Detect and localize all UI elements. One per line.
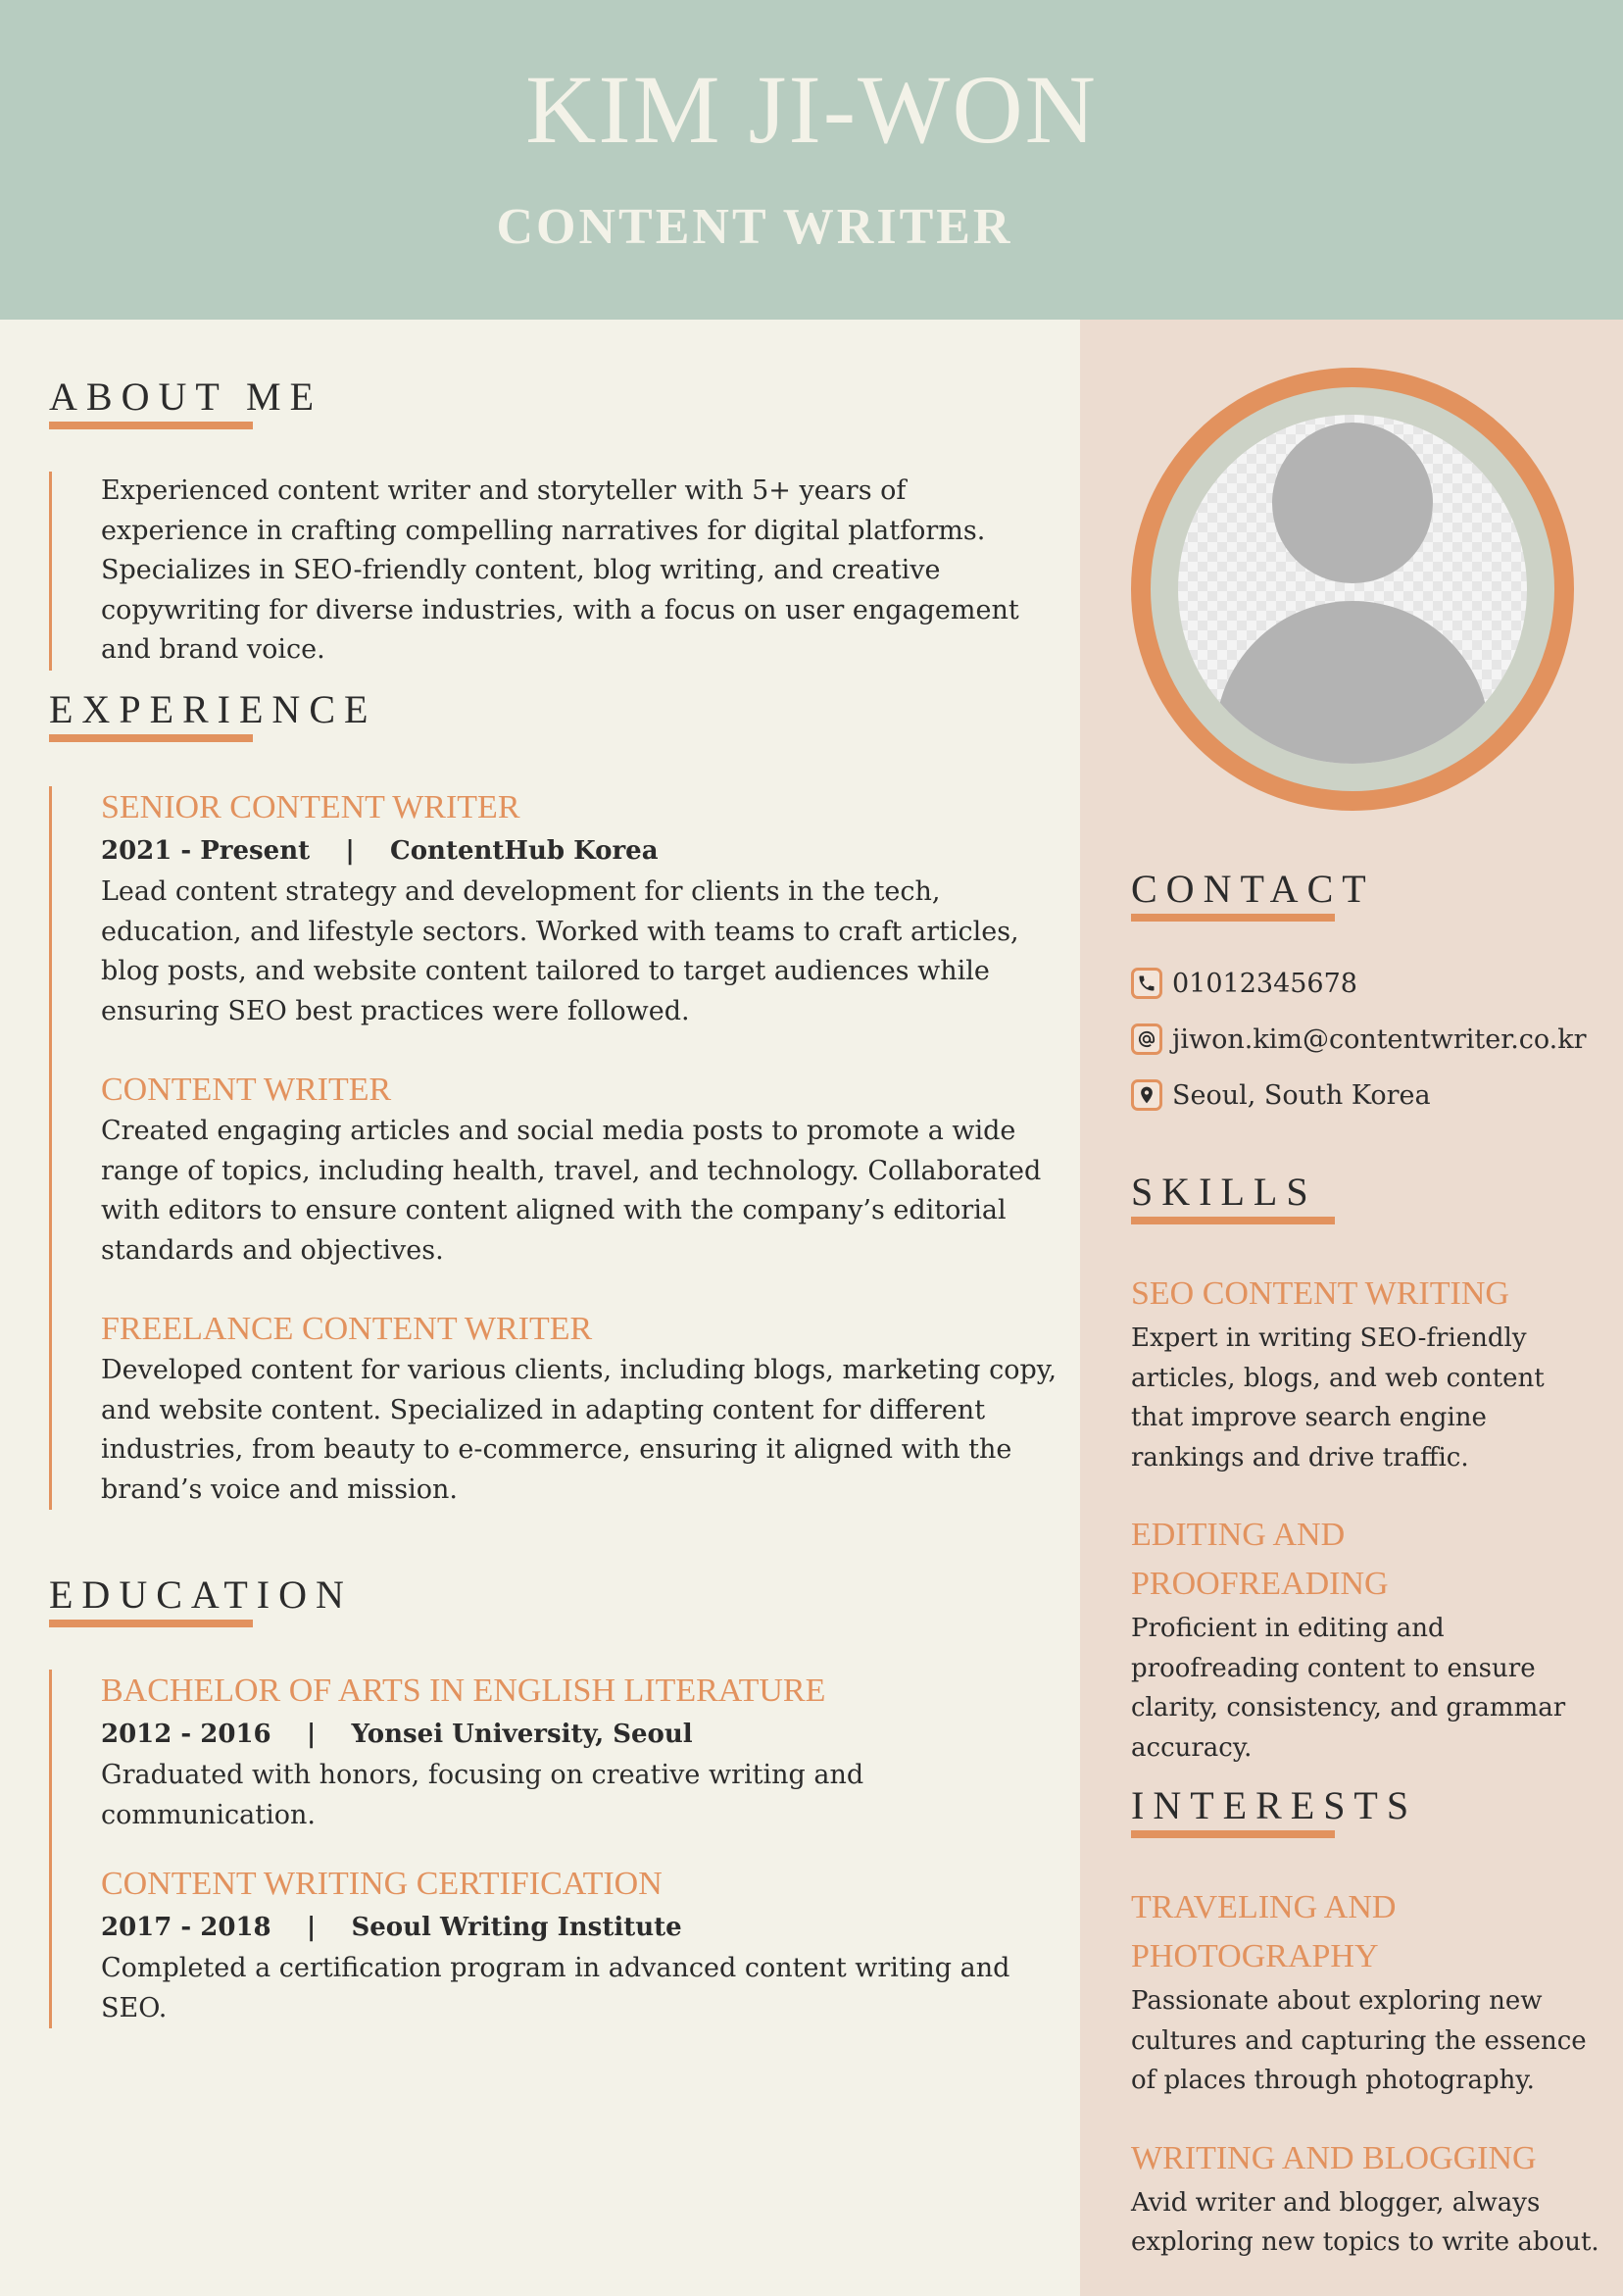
education-item bbox=[101, 1670, 1058, 1835]
education-meta: 2012 - 2016 | Yonsei University, Seoul bbox=[101, 1720, 693, 1749]
about-text: Experienced content writer and storyteller with 5+ years of experience in crafting compelling narratives for digital platforms. Specializes in SEO-friendly content, blog writing, and creative copywriting for diverse industries, with a focus on user engagement and brand voice. bbox=[101, 475, 1019, 665]
skill-title: EDITING AND PROOFREADING bbox=[1131, 1517, 1389, 1602]
interests-heading: INTERESTS bbox=[1131, 1783, 1418, 1827]
about-heading: ABOUT ME bbox=[49, 374, 323, 419]
experience-item bbox=[101, 1069, 1058, 1271]
experience-title: CONTENT WRITER bbox=[101, 1072, 392, 1108]
contact-underline bbox=[1131, 914, 1335, 922]
skill-description: Expert in writing SEO-friendly articles, blogs, and web content that improve search engine rankings and drive traffic. bbox=[1131, 1323, 1545, 1472]
location-pin-icon bbox=[1131, 1079, 1162, 1111]
experience-meta: 2021 - Present | ContentHub Korea bbox=[101, 836, 659, 866]
avatar-body-shape bbox=[1215, 601, 1490, 764]
education-underline bbox=[49, 1620, 253, 1627]
interest-description: Avid writer and blogger, always exploring new topics to write about. bbox=[1131, 2187, 1599, 2257]
interests-list bbox=[1131, 1883, 1601, 2296]
experience-heading: EXPERIENCE bbox=[49, 687, 377, 731]
experience-title: FREELANCE CONTENT WRITER bbox=[101, 1311, 593, 1347]
experience-item bbox=[101, 786, 1058, 1031]
avatar-placeholder-icon bbox=[1178, 415, 1527, 764]
avatar bbox=[1131, 368, 1574, 811]
education-title: BACHELOR OF ARTS IN ENGLISH LITERATURE bbox=[101, 1672, 826, 1709]
experience-description: Created engaging articles and social media posts to promote a wide range of topics, including health, travel, and technology. Collaborated with editors to ensure content aligned with the company’s editorial standards and objectives. bbox=[101, 1116, 1042, 1266]
at-sign-icon bbox=[1131, 1023, 1162, 1055]
contact-email bbox=[1131, 1020, 1587, 1059]
avatar-head-shape bbox=[1272, 423, 1433, 583]
email-text: jiwon.kim@contentwriter.co.kr bbox=[1172, 1023, 1587, 1055]
phone-icon bbox=[1131, 968, 1162, 999]
education-meta: 2017 - 2018 | Seoul Writing Institute bbox=[101, 1913, 682, 1942]
skill-description: Proficient in editing and proofreading content to ensure clarity, consistency, and grammar accuracy. bbox=[1131, 1614, 1566, 1763]
interest-item bbox=[1131, 2134, 1601, 2263]
experience-description: Developed content for various clients, including blogs, marketing copy, and website content. Specialized in adapting content for different industries, from beauty to e-commerce, ensuring it aligned with the brand’s voice and mission. bbox=[101, 1355, 1057, 1505]
job-role: CONTENT WRITER bbox=[496, 199, 1013, 255]
skill-item bbox=[1131, 1511, 1601, 1768]
about-block bbox=[49, 472, 1049, 671]
education-description: Graduated with honors, focusing on creative writing and communication. bbox=[101, 1760, 864, 1830]
interest-title: WRITING AND BLOGGING bbox=[1131, 2139, 1537, 2176]
interest-item bbox=[1131, 1883, 1601, 2101]
education-item bbox=[101, 1863, 1058, 2028]
experience-block bbox=[49, 786, 1058, 1510]
contact-heading: CONTACT bbox=[1131, 867, 1375, 911]
experience-item bbox=[101, 1308, 1058, 1510]
about-underline bbox=[49, 422, 253, 429]
education-title: CONTENT WRITING CERTIFICATION bbox=[101, 1866, 663, 1902]
skills-heading: SKILLS bbox=[1131, 1170, 1317, 1214]
phone-text: 01012345678 bbox=[1172, 968, 1357, 999]
person-name: KIM JI-WON bbox=[525, 55, 1098, 164]
contact-location bbox=[1131, 1075, 1431, 1115]
skill-item bbox=[1131, 1270, 1601, 1477]
contact-phone bbox=[1131, 964, 1357, 1003]
interest-description: Passionate about exploring new cultures and capturing the essence of places through photography. bbox=[1131, 1986, 1587, 2095]
interest-title: TRAVELING AND PHOTOGRAPHY bbox=[1131, 1889, 1397, 1974]
header-banner bbox=[0, 0, 1623, 320]
skill-title: SEO CONTENT WRITING bbox=[1131, 1275, 1509, 1312]
skills-underline bbox=[1131, 1217, 1335, 1224]
education-description: Completed a certification program in advanced content writing and SEO. bbox=[101, 1953, 1010, 2023]
education-heading: EDUCATION bbox=[49, 1572, 353, 1617]
education-block bbox=[49, 1670, 1058, 2028]
location-text: Seoul, South Korea bbox=[1172, 1079, 1431, 1111]
experience-description: Lead content strategy and development for clients in the tech, education, and lifestyle sectors. Worked with teams to craft articles, blog posts, and website content tailored to target audiences while ensuring SEO best practices were followed. bbox=[101, 876, 1019, 1026]
experience-underline bbox=[49, 734, 253, 742]
skills-list bbox=[1131, 1270, 1601, 1801]
experience-title: SENIOR CONTENT WRITER bbox=[101, 789, 520, 825]
interests-underline bbox=[1131, 1830, 1335, 1838]
